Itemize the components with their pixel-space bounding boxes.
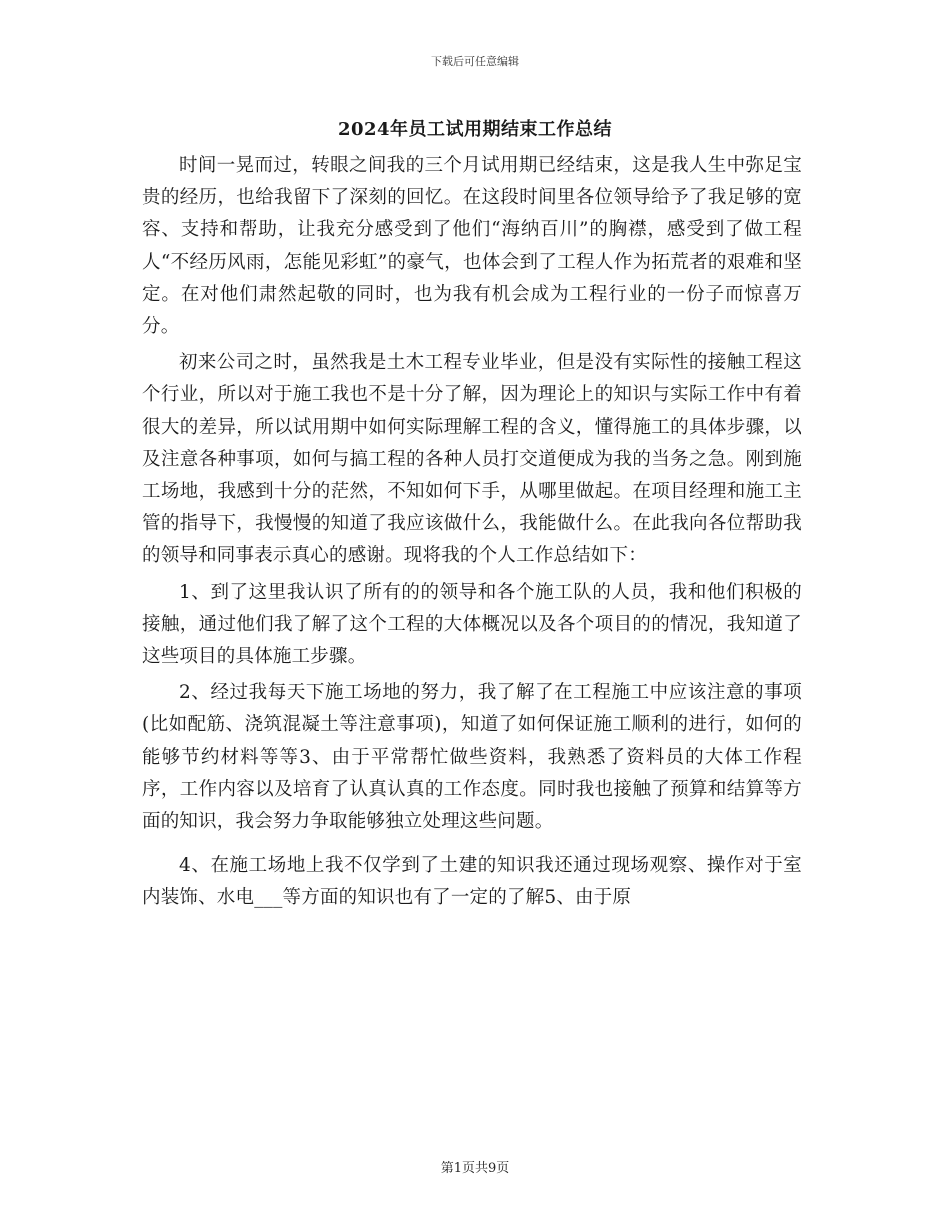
paragraph-item-2: 2、经过我每天下施工场地的努力，我了解了在工程施工中应该注意的事项(比如配筋、浇筑混凝土等注意事项)，知道了如何保证施工顺利的进行，如何的能够节约材料等等3、由于平常帮忙做些资料，我熟悉了资料员的大体工作程序，工作内容以及培育了认真认真的工作态度。同时我也接触了预算和结算等方面的知识，我会努力争取能够独立处理这些问题。	[142, 682, 802, 833]
paragraph-item-4: 4、在施工场地上我不仅学到了土建的知识我还通过现场观察、操作对于室内装饰、水电___等方面的知识也有了一定的了解5、由于原	[142, 855, 802, 909]
paragraph-background: 初来公司之时，虽然我是土木工程专业毕业，但是没有实际性的接触工程这个行业，所以对于施工我也不是十分了解，因为理论上的知识与实际工作中有着很大的差异，所以试用期中如何实际理解工程的含义，懂得施工的具体步骤，以及注意各种事项，如何与搞工程的各种人员打交道便成为我的当务之急。刚到施工场地，我感到十分的茫然，不知如何下手，从哪里做起。在项目经理和施工主管的指导下，我慢慢的知道了我应该做什么，我能做什么。在此我向各位帮助我的领导和同事表示真心的感谢。现将我的个人工作总结如下：	[142, 352, 802, 567]
paragraph-item-1: 1、到了这里我认识了所有的的领导和各个施工队的人员，我和他们积极的接触，通过他们我了解了这个工程的大体概况以及各个项目的的情况，我知道了这些项目的具体施工步骤。	[142, 581, 802, 668]
header-note: 下载后可任意编辑	[431, 55, 519, 68]
paragraph-intro: 时间一晃而过，转眼之间我的三个月试用期已经结束，这是我人生中弥足宝贵的经历，也给我留下了深刻的回忆。在这段时间里各位领导给予了我足够的宽容、支持和帮助，让我充分感受到了他们“海纳百川”的胸襟，感受到了做工程人“不经历风雨，怎能见彩虹”的豪气，也体会到了工程人作为拓荒者的艰难和坚定。在对他们肃然起敬的同时，也为我有机会成为工程行业的一份子而惊喜万分。	[142, 155, 802, 338]
document-title: 2024年员工试用期结束工作总结	[337, 119, 613, 140]
page-number: 第1页共9页	[440, 1161, 510, 1176]
document-body	[142, 150, 802, 915]
